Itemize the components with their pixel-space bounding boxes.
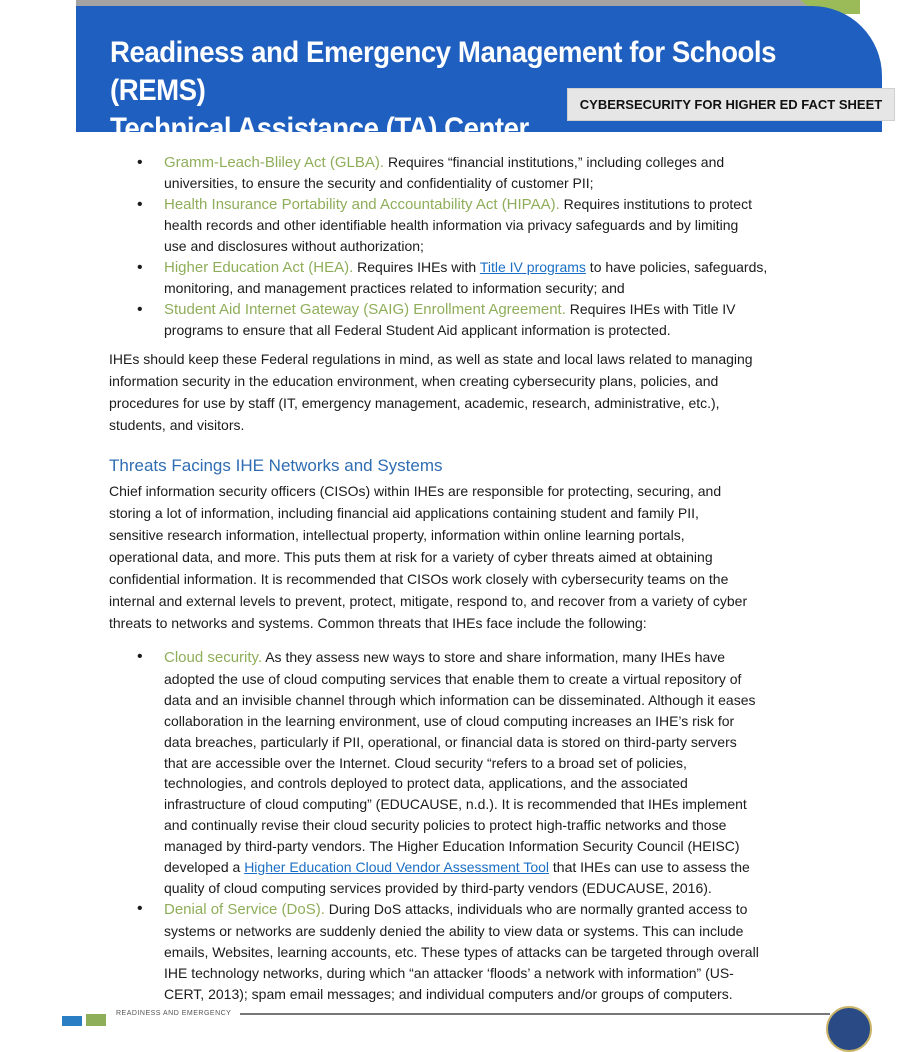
threats-list xyxy=(0,647,922,1004)
list-item: • Health Insurance Portability and Accountability Act (HIPAA). Requires institutions to protect health records and other identifiable health information via privacy safeguards and by limiting use and disclosures without authorization; xyxy=(137,196,752,254)
regulation-name: Student Aid Internet Gateway (SAIG) Enrollment Agreement. xyxy=(164,301,566,318)
bullet-icon: • xyxy=(137,196,143,213)
threat-name: Cloud security. xyxy=(164,649,263,666)
department-seal-icon xyxy=(826,1006,872,1052)
title-line-2: Technical Assistance (TA) Center xyxy=(110,112,529,145)
bullet-icon: • xyxy=(137,259,143,276)
footer-rule xyxy=(240,1013,830,1015)
list-item: • Gramm-Leach-Bliley Act (GLBA). Requires “financial institutions,” including colleges and universities, to ensure the security and confidentiality of customer PII; xyxy=(137,154,725,191)
title-line-1: Readiness and Emergency Management for Schools (REMS) xyxy=(110,36,776,107)
footer-org-text: READINESS AND EMERGENCY xyxy=(116,1010,232,1017)
threats-paragraph: Chief information security officers (CISOs) within IHEs are responsible for protecting, securing, and storing a lot of information, including financial aid applications containing student and family PII, sensitive research information, intellectual property, information within online learning portals, operational data, and more. This puts them at risk for a variety of cyber threats aimed at obtaining confidential information. It is recommended that CISOs work closely with cybersecurity teams on the internal and external levels to prevent, protect, mitigate, respond to, and recover from a variety of cyber threats to networks and systems. Common threats that IHEs face include the following: xyxy=(109,483,748,631)
cloud-vendor-tool-link[interactable]: Higher Education Cloud Vendor Assessment Tool xyxy=(244,859,550,876)
regulation-name: Higher Education Act (HEA). xyxy=(164,259,354,276)
threats-heading: Threats Facings IHE Networks and Systems xyxy=(109,456,443,475)
bullet-icon: • xyxy=(137,648,143,665)
regulation-name: Health Insurance Portability and Accountability Act (HIPAA). xyxy=(164,196,560,213)
regulation-name: Gramm-Leach-Bliley Act (GLBA). xyxy=(164,154,385,171)
intro-paragraph: IHEs should keep these Federal regulations in mind, as well as state and local laws related to managing information security in the education environment, when creating cybersecurity plans, policies, and procedures for use by staff (IT, emergency management, academic, research, administrative, etc.), students, and visitors. xyxy=(109,351,753,433)
fact-sheet-label: CYBERSECURITY FOR HIGHER ED FACT SHEET xyxy=(567,88,895,121)
list-item: • Student Aid Internet Gateway (SAIG) Enrollment Agreement. Requires IHEs with Title IV programs to ensure that all Federal Student Aid applicant information is protected. xyxy=(137,301,736,338)
bullet-icon: • xyxy=(137,154,143,171)
list-item: • Cloud security. As they assess new ways to store and share information, many IHEs have adopted the use of cloud computing services that enable them to create a virtual repository of data and an invisible channel through which information can be disseminated. Although it eases collaboration in the learning environment, use of cloud computing increases an IHE’s risk for data breaches, particularly if PII, operational, or financial data is stored on third-party servers that are accessible over the Internet. Cloud security “refers to a broad set of policies, technologies, and controls deployed to protect data, applications, and the associated infrastructure of cloud computing” (EDUCAUSE, n.d.). It is recommended that IHEs implement and continually revise their cloud security policies to protect high-traffic networks and those managed by third-party vendors. The Higher Education Information Security Council (HEISC) developed a Higher Education Cloud Vendor Assessment Tool that IHEs can use to assess the quality of cloud computing services provided by third-party vendors (EDUCAUSE, 2016). xyxy=(137,648,756,896)
list-item: • Higher Education Act (HEA). Requires IHEs with Title IV programs to have policies, safeguards, monitoring, and management practices related to information security; and xyxy=(137,259,768,296)
bullet-icon: • xyxy=(137,301,143,318)
list-item: • Denial of Service (DoS). During DoS attacks, individuals who are normally granted access to systems or networks are suddenly denied the ability to view data or systems. This can include emails, Websites, learning accounts, etc. These types of attacks can be targeted through overall IHE technology networks, during which “an attacker ‘floods’ a network with information” (US- CERT, 2013); spam email messages; and individual computers and/or groups of computers. xyxy=(137,899,759,1002)
regulations-list xyxy=(0,152,922,341)
threat-name: Denial of Service (DoS). xyxy=(164,900,325,918)
title-iv-programs-link[interactable]: Title IV programs xyxy=(479,259,586,275)
bullet-icon: • xyxy=(137,899,143,917)
